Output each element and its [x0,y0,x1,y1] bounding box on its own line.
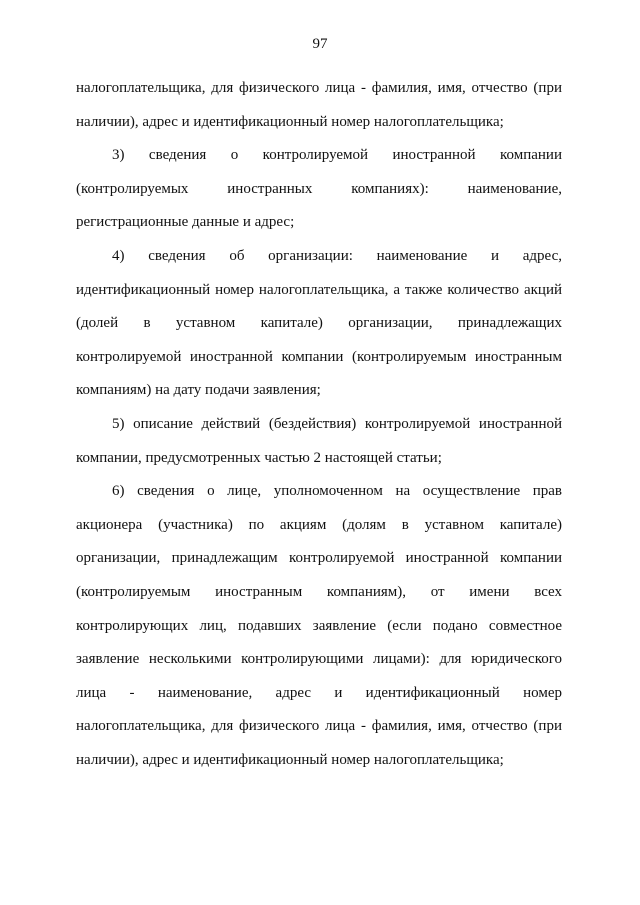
paragraph-item-5: 5) описание действий (бездействия) контролируемой иностранной компании, предусмотренных частью 2 настоящей статьи; [76,415,562,466]
paragraph-item-6: 6) сведения о лице, уполномоченном на осуществление прав акционера (участника) по акциям (долям в уставном капитале) организации, принадлежащим контролируемой иностранной компании (контролируемым иностранным компаниям), от имени всех контролирующих лиц, подавших заявление (если подано совместное заявление несколькими контролирующими лицами): для юридического лица - наименование, адрес и идентификационный номер налогоплательщика, для физического лица - фамилия, имя, отчество (при наличии), адрес и идентификационный номер налогоплательщика; [76,483,562,768]
paragraph-item-4: 4) сведения об организации: наименование и адрес, идентификационный номер налогоплательщика, а также количество акций (долей в уставном капитале) организации, принадлежащих контролируемой иностранной компании (контролируемым иностранным компаниям) на дату подачи заявления; [76,247,562,399]
paragraph-item-3: 3) сведения о контролируемой иностранной компании (контролируемых иностранных компаниях): наименование, регистрационные данные и адрес; [76,147,562,231]
paragraph-continuation: налогоплательщика, для физического лица - фамилия, имя, отчество (при наличии), адрес и идентификационный номер налогоплательщика; [76,80,562,130]
document-body [76,72,562,777]
page-number: 97 [312,36,328,52]
